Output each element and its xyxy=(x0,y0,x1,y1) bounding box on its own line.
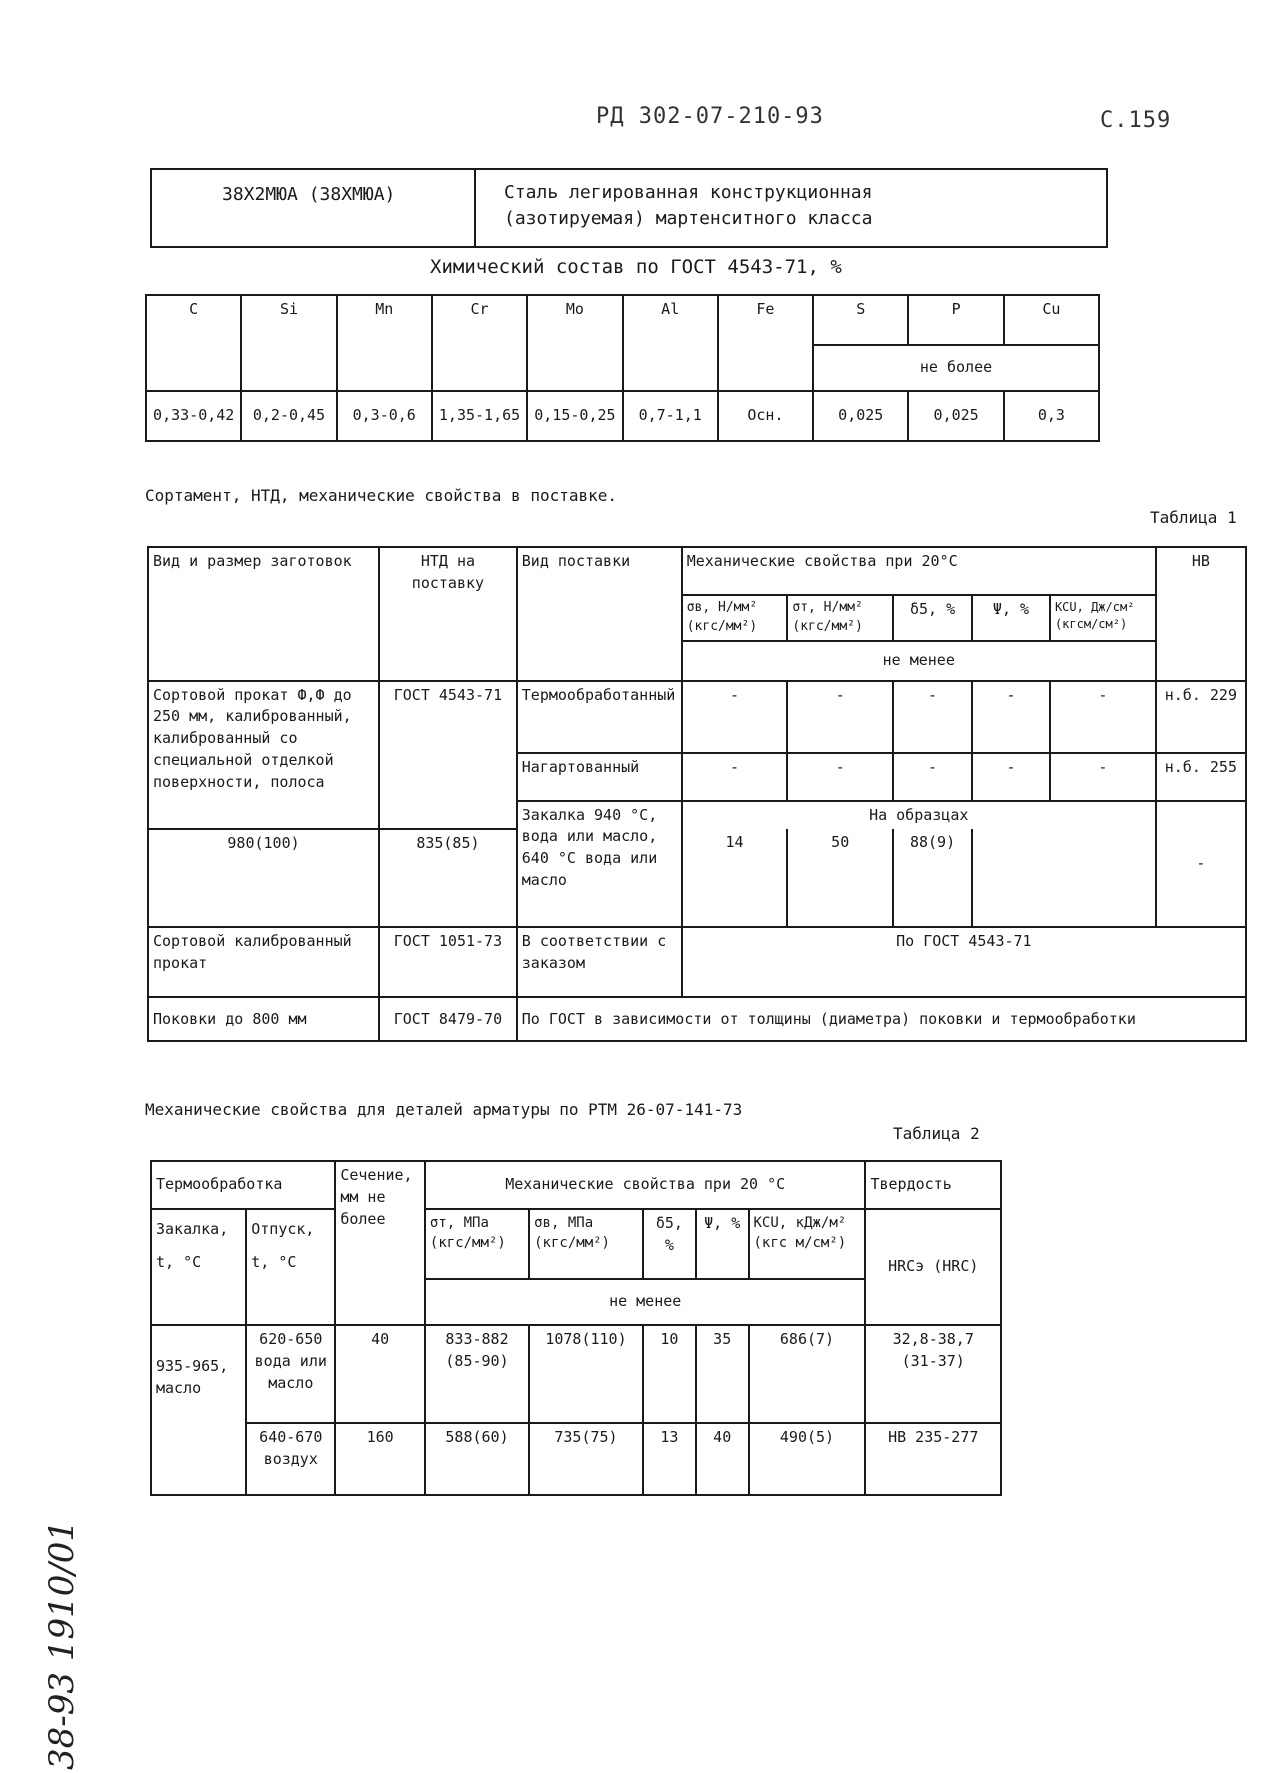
t1-row1b-kcu: - xyxy=(1050,753,1156,801)
t1-row2-ntd: ГОСТ 1051-73 xyxy=(379,927,517,997)
t2-row1-st: 833-882 (85-90) xyxy=(425,1325,529,1423)
t1-row1b-delivery: Нагартованный xyxy=(517,753,682,801)
chem-not-more: не более xyxy=(813,345,1099,391)
t1-row1c-delivery: Закалка 940 °С, вода или масло, 640 °С вода или масло xyxy=(517,801,682,928)
chem-header-fe: Fe xyxy=(718,295,813,391)
t1-header-sb: σв, Н/мм² (кгс/мм²) xyxy=(682,595,788,641)
t1-row1b-hb: н.б. 255 xyxy=(1156,753,1246,801)
t1-row1b-d5: - xyxy=(893,753,972,801)
t2-header-temper: Отпуск, t, °C xyxy=(246,1209,335,1325)
chem-header-mo: Mo xyxy=(527,295,622,391)
t2-row1-hardness: 32,8-38,7 (31-37) xyxy=(865,1325,1001,1423)
chem-header-p: P xyxy=(908,295,1003,345)
t2-header-mech: Механические свойства при 20 °С xyxy=(425,1161,866,1209)
t2-header-kcu: KCU, кДж/м² (кгс м/см²) xyxy=(749,1209,866,1279)
t1-row1c-kcu: 88(9) xyxy=(893,829,972,927)
t1-row1c-sb: 980(100) xyxy=(148,829,379,927)
t1-row1a-delivery: Термообработанный xyxy=(517,681,682,753)
chem-value: 0,7-1,1 xyxy=(623,391,718,441)
t1-row1-ntd: ГОСТ 4543-71 xyxy=(379,681,517,830)
t1-row3-kind: Поковки до 800 мм xyxy=(148,997,379,1041)
t1-row1b-sb: - xyxy=(682,753,788,801)
t2-row1-d5: 10 xyxy=(643,1325,696,1423)
t1-header-ntd: НТД на поставку xyxy=(379,547,517,681)
chem-value: 0,025 xyxy=(908,391,1003,441)
table1-label: Таблица 1 xyxy=(1150,508,1237,527)
t1-row3-props: По ГОСТ в зависимости от толщины (диаметра) поковки и термообработки xyxy=(517,997,1246,1041)
t1-row1c-st: 835(85) xyxy=(379,829,517,927)
t2-row2-psi: 40 xyxy=(696,1423,749,1495)
t2-header-heat: Термообработка xyxy=(151,1161,335,1209)
chem-header-s: S xyxy=(813,295,908,345)
steel-grade: 38Х2МЮА (38ХМЮА) xyxy=(222,184,396,205)
t2-header-hardness: Твердость xyxy=(865,1161,1001,1209)
t2-header-d5: δ5, % xyxy=(643,1209,696,1279)
t1-header-mech: Механические свойства при 20°С xyxy=(682,547,1156,595)
t2-header-section: Сечение, мм не более xyxy=(335,1161,425,1325)
t1-row1a-kcu: - xyxy=(1050,681,1156,753)
t1-row1c-d5: 14 xyxy=(682,829,788,927)
t1-header-st: σт, Н/мм² (кгс/мм²) xyxy=(787,595,893,641)
table2-intro: Механические свойства для деталей арматуры по РТМ 26-07-141-73 xyxy=(145,1100,743,1119)
t1-header-kcu: KCU, Дж/см² (кгсм/см²) xyxy=(1050,595,1156,641)
chem-header-al: Al xyxy=(623,295,718,391)
t1-row1b-psi: - xyxy=(972,753,1050,801)
t2-header-st: σт, МПа (кгс/мм²) xyxy=(425,1209,529,1279)
t2-row2-kcu: 490(5) xyxy=(749,1423,866,1495)
t1-row2-props: По ГОСТ 4543-71 xyxy=(682,927,1246,997)
chemical-composition-table xyxy=(145,294,1100,442)
t1-not-less: не менее xyxy=(682,641,1156,681)
steel-description-line1: Сталь легированная конструкционная xyxy=(504,182,873,203)
t2-row2-sb: 735(75) xyxy=(529,1423,643,1495)
chem-header-mn: Mn xyxy=(337,295,432,391)
steel-description-line2: (азотируемая) мартенситного класса xyxy=(504,208,873,229)
t2-header-quench: Закалка, t, °C xyxy=(151,1209,246,1325)
t1-row1a-hb: н.б. 229 xyxy=(1156,681,1246,753)
t1-row2-kind: Сортовой калиброванный прокат xyxy=(148,927,379,997)
t2-header-sb: σв, МПа (кгс/мм²) xyxy=(529,1209,643,1279)
t1-header-psi: Ψ, % xyxy=(972,595,1050,641)
t2-row1-psi: 35 xyxy=(696,1325,749,1423)
chem-value: 0,3 xyxy=(1004,391,1099,441)
t1-row1c-note: На образцах xyxy=(682,801,1156,830)
t1-row1a-sb: - xyxy=(682,681,788,753)
t1-row1-kind: Сортовой прокат Ф,Ф до 250 мм, калиброванный, калиброванный со специальной отделкой поверхности, полоса xyxy=(148,681,379,830)
t2-row2-st: 588(60) xyxy=(425,1423,529,1495)
t1-header-kind: Вид и размер заготовок xyxy=(148,547,379,681)
chem-caption: Химический состав по ГОСТ 4543-71, % xyxy=(430,256,842,278)
t2-header-psi: Ψ, % xyxy=(696,1209,749,1279)
t2-row1-temper: 620-650 вода или масло xyxy=(246,1325,335,1423)
chem-header-cu: Cu xyxy=(1004,295,1099,345)
t2-header-hrc: НRCэ (HRC) xyxy=(865,1209,1001,1325)
t1-row1a-psi: - xyxy=(972,681,1050,753)
t2-row2-hardness: НВ 235-277 xyxy=(865,1423,1001,1495)
chem-value: 1,35-1,65 xyxy=(432,391,527,441)
chem-value: 0,15-0,25 xyxy=(527,391,622,441)
t1-row1a-st: - xyxy=(787,681,893,753)
chem-header-cr: Cr xyxy=(432,295,527,391)
page-number: С.159 xyxy=(1100,108,1172,133)
t2-row2-d5: 13 xyxy=(643,1423,696,1495)
table-1 xyxy=(147,546,1247,1042)
t2-row1-kcu: 686(7) xyxy=(749,1325,866,1423)
chem-value: 0,2-0,45 xyxy=(241,391,336,441)
title-box xyxy=(150,168,1108,248)
t2-row2-temper: 640-670 воздух xyxy=(246,1423,335,1495)
t1-row1c-psi: 50 xyxy=(787,829,893,927)
table2-label: Таблица 2 xyxy=(893,1124,980,1143)
t1-row1a-d5: - xyxy=(893,681,972,753)
t1-row2-delivery: В соответствии с заказом xyxy=(517,927,682,997)
t2-not-less: не менее xyxy=(425,1279,866,1325)
t2-row1-section: 40 xyxy=(335,1325,425,1423)
t1-row3-ntd: ГОСТ 8479-70 xyxy=(379,997,517,1041)
t2-row1-sb: 1078(110) xyxy=(529,1325,643,1423)
chem-value: 0,3-0,6 xyxy=(337,391,432,441)
chem-header-c: C xyxy=(146,295,241,391)
chem-value: Осн. xyxy=(718,391,813,441)
t2-row2-section: 160 xyxy=(335,1423,425,1495)
chem-value: 0,025 xyxy=(813,391,908,441)
handwritten-side-note: 38-93 1910/01 xyxy=(42,1519,82,1770)
table-2 xyxy=(150,1160,1002,1496)
chem-value: 0,33-0,42 xyxy=(146,391,241,441)
t1-header-hb: НВ xyxy=(1156,547,1246,681)
t1-row1b-st: - xyxy=(787,753,893,801)
t1-header-d5: δ5, % xyxy=(893,595,972,641)
table1-intro: Сортамент, НТД, механические свойства в поставке. xyxy=(145,486,618,505)
t2-quench-value: 935-965, масло xyxy=(151,1325,246,1495)
t1-row1c-hb: - xyxy=(1156,801,1246,928)
document-code: РД 302-07-210-93 xyxy=(596,104,824,129)
t1-header-delivery: Вид поставки xyxy=(517,547,682,681)
chem-header-si: Si xyxy=(241,295,336,391)
